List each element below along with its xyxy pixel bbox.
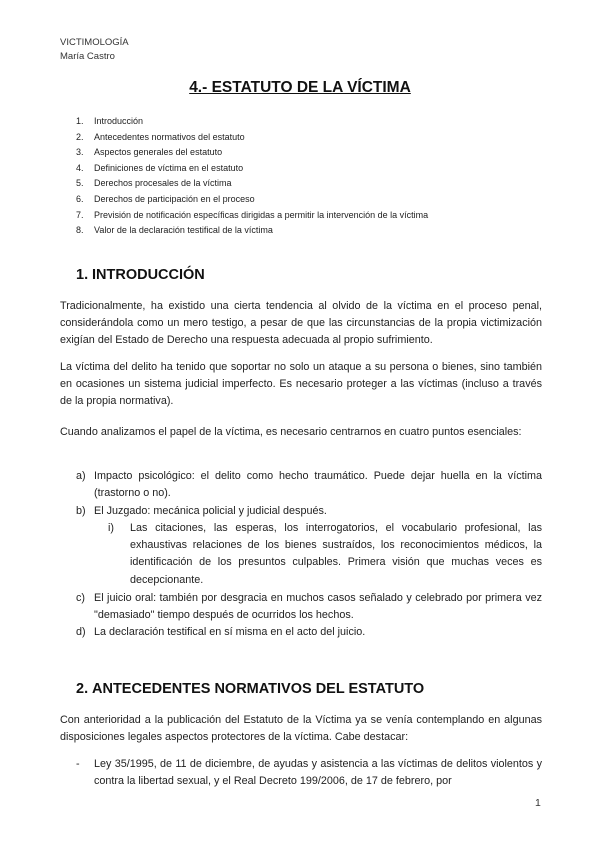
page-header [60,36,129,64]
toc-item-number: 1. [76,116,84,126]
section-number: 2. [76,681,89,697]
page-title: 4.- ESTATUTO DE LA VÍCTIMA [189,79,411,96]
section-heading-introduccion [76,267,205,283]
toc-item [76,161,428,177]
toc-item-number: 2. [76,131,84,142]
list-item-c: El juicio oral: también por desgracia en muchos casos señalado y celebrado por primera vez "demasiado" tiempo después de ocurridos los hechos. [94,592,542,622]
toc-item-label: Valor de la declaración testifical de la víctima [94,225,273,236]
toc-item [76,208,428,224]
bullet-item-ley-35-1995: Ley 35/1995, de 11 de diciembre, de ayudas y asistencia a las víctimas de delitos violentos y contra la libertad sexual, y el Real Decreto 199/2006, de 17 de febrero, por [94,758,542,788]
list-label-a: a) [76,470,86,482]
list-item-b-i: Las citaciones, las esperas, los interrogatorios, el vocabulario profesional, las exhaustivas relaciones de los bienes sustraídos, los reconocimientos médicos, la identificación de los presuntos culpables. Primera visión que muchas veces es decepcionante. [130,522,542,586]
toc-item-label: Derechos de participación en el proceso [94,193,255,204]
toc-item [76,145,428,161]
intro-paragraph-3: Cuando analizamos el papel de la víctima, es necesario centrarnos en cuatro puntos esenciales: [60,426,522,438]
list-label-d: d) [76,626,86,638]
header-author: María Castro [60,51,115,62]
toc-item-label: Previsión de notificación específicas dirigidas a permitir la intervención de la víctima [94,209,429,220]
section-title: INTRODUCCIÓN [92,267,205,283]
toc-item-number: 3. [76,147,84,158]
list-label-c: c) [76,592,85,604]
toc-item-label: Definiciones de víctima en el estatuto [94,162,244,173]
section-title: ANTECEDENTES NORMATIVOS DEL ESTATUTO [92,681,425,697]
toc-item-number: 4. [76,162,84,173]
intro-paragraph-2: La víctima del delito ha tenido que soportar no solo un ataque a su persona o bienes, sino también en ocasiones un sistema judicial imperfecto. Es necesario proteger a las víctimas (incluso a través de la propia normativa). [60,361,542,408]
toc-item-label: Introducción [94,116,144,126]
list-item-d: La declaración testifical en sí misma en el acto del juicio. [94,626,366,638]
toc-item-label: Derechos procesales de la víctima [94,178,232,189]
list-label-b-i: i) [108,522,114,534]
toc-item [76,176,428,192]
antecedentes-paragraph-1: Con anterioridad a la publicación del Estatuto de la Víctima ya se venía contemplando en algunas disposiciones legales aspectos protectores de la víctima. Cabe destacar: [60,714,542,744]
toc-item-number: 8. [76,225,84,236]
toc-item-number: 6. [76,193,84,204]
list-item-b: El Juzgado: mecánica policial y judicial después. [94,505,327,517]
intro-paragraph-1: Tradicionalmente, ha existido una cierta tendencia al olvido de la víctima en el proceso penal, considerándola como un mero testigo, a pesar de que las circunstancias de la propia victimización exigían del Estado de Derecho una respuesta adecuada al propio sufrimiento. [60,300,542,347]
list-label-b: b) [76,505,86,517]
section-number: 1. [76,267,89,283]
toc-item [76,223,428,239]
toc-item [76,130,428,146]
bullet-dash: - [76,758,80,770]
section-heading-antecedentes [76,681,424,697]
page-number: 1 [535,797,541,809]
toc-item [76,192,428,208]
toc-item-number: 7. [76,209,84,220]
toc-item-label: Aspectos generales del estatuto [94,147,223,158]
table-of-contents [76,114,428,239]
toc-item [76,114,428,130]
toc-item-label: Antecedentes normativos del estatuto [94,131,245,142]
list-item-a: Impacto psicológico: el delito como hecho traumático. Puede dejar huella en la víctima (trastorno o no). [94,470,542,500]
toc-item-number: 5. [76,178,84,189]
header-subject: VICTIMOLOGÍA [60,37,129,48]
